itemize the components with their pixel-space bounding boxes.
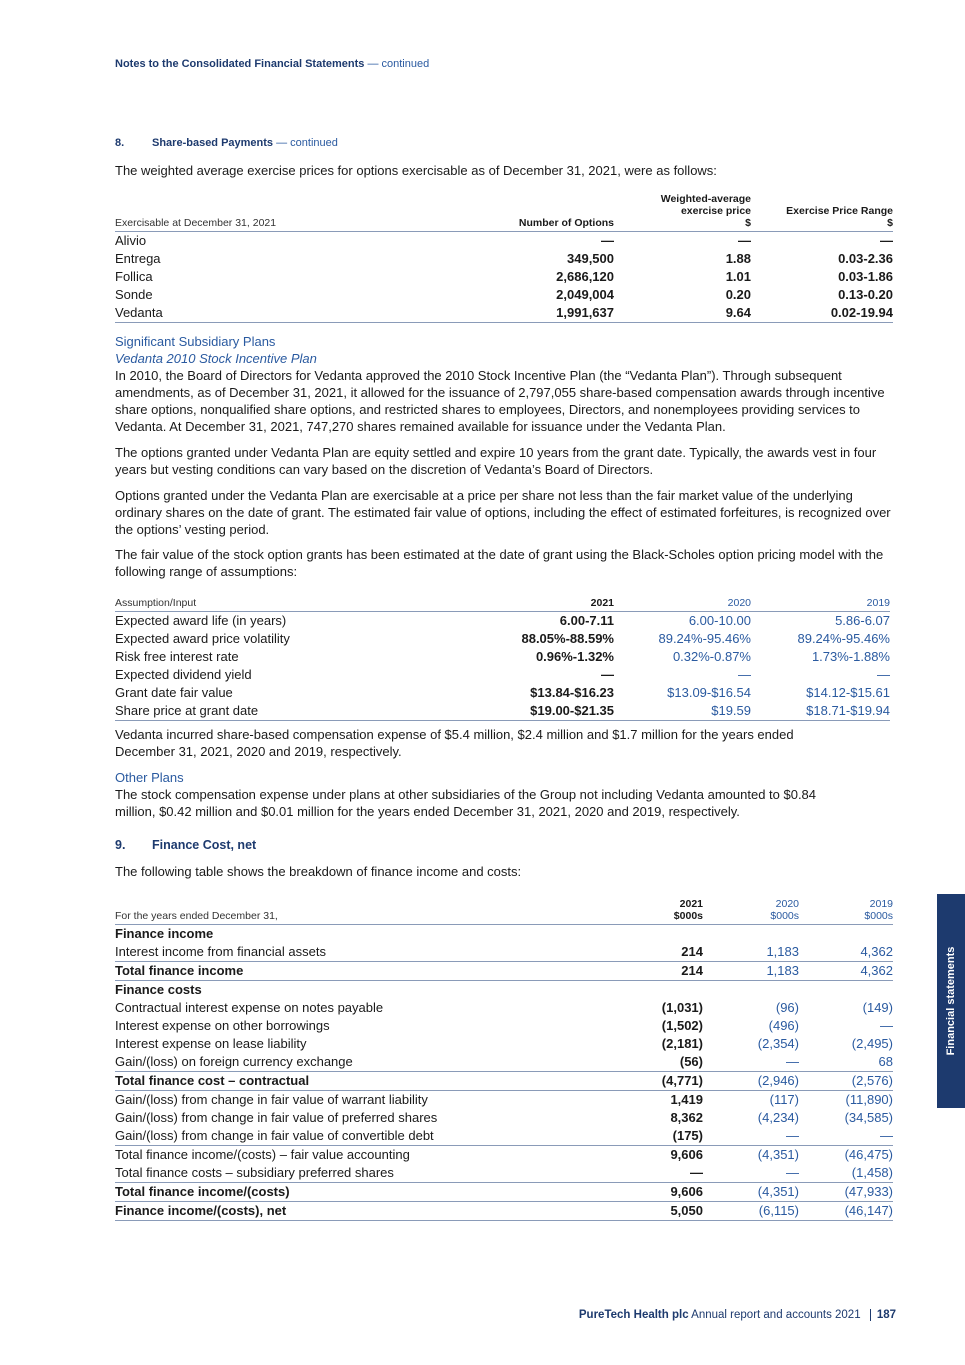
col-header — [614, 193, 751, 232]
paragraph: Options granted under the Vedanta Plan are exercisable at a price per share not less than the fair market value of the underlying ordinary shares on the date of grant. The estimated fair value of options, including the effect of estimated forfeitures, is recognized over the options’ vesting period. — [115, 488, 891, 537]
col-unit: $000s — [770, 910, 799, 922]
cell: Sonde — [115, 287, 153, 302]
table-row — [115, 702, 890, 721]
cell: 89.24%-95.46% — [658, 631, 751, 646]
cell: 9,606 — [585, 1183, 703, 1202]
cell: 5.86-6.07 — [835, 613, 890, 628]
cell: Gain/(loss) from change in fair value of convertible debt — [115, 1128, 434, 1143]
table-row — [115, 250, 893, 268]
cell: (47,933) — [799, 1183, 893, 1202]
table-row — [115, 684, 890, 702]
table-row — [115, 1202, 893, 1221]
cell: (2,576) — [799, 1072, 893, 1091]
col-header: 2021 — [385, 591, 614, 612]
section-8-heading — [115, 137, 338, 149]
cell: (2,354) — [757, 1036, 799, 1051]
cell: 4,362 — [799, 962, 893, 981]
cell: 1,183 — [766, 944, 799, 959]
col-header — [585, 898, 703, 925]
cell: Interest income from financial assets — [115, 944, 326, 959]
cell: (2,946) — [703, 1072, 799, 1091]
running-header — [115, 58, 429, 70]
page-number: 187 — [870, 1309, 896, 1321]
cell: — — [738, 233, 751, 248]
section-8-title: Share-based Payments — [152, 137, 274, 149]
col-year: 2020 — [775, 898, 799, 910]
cell: Entrega — [115, 251, 161, 266]
col-header-line: Weighted-average — [660, 193, 751, 205]
finance-cost-table — [115, 898, 893, 1221]
cell: Expected dividend yield — [115, 667, 252, 682]
subheading-significant-plans: Significant Subsidiary Plans — [115, 334, 276, 349]
cell: 349,500 — [567, 251, 614, 266]
cell: 1,991,637 — [385, 304, 614, 323]
cell: $13.84-$16.23 — [530, 685, 614, 700]
col-year: 2021 — [679, 898, 703, 910]
cell: (56) — [679, 1054, 703, 1069]
cell: Expected award life (in years) — [115, 613, 287, 628]
section-9-title: Finance Cost, net — [152, 838, 257, 852]
cell: (175) — [672, 1128, 703, 1143]
table-row — [115, 1072, 893, 1091]
col-header — [751, 193, 893, 232]
table-header-row — [115, 193, 893, 232]
cell: Total finance costs – subsidiary preferred shares — [115, 1165, 394, 1180]
col-header-line: $ — [745, 217, 751, 229]
cell: (4,351) — [703, 1146, 799, 1165]
cell: Gain/(loss) from change in fair value of warrant liability — [115, 1091, 585, 1110]
section-9-heading — [115, 838, 256, 852]
cell: 4,362 — [860, 944, 893, 959]
subheading-vedanta-plan: Vedanta 2010 Stock Incentive Plan — [115, 351, 317, 366]
col-header — [703, 898, 799, 925]
cell: (4,771) — [585, 1072, 703, 1091]
paragraph: The fair value of the stock option grants has been estimated at the date of grant using the Black-Scholes option pricing model with the following range of assumptions: — [115, 547, 884, 579]
table-row — [115, 999, 893, 1017]
table-row — [115, 962, 893, 981]
cell: 0.02-19.94 — [751, 304, 893, 323]
cell: (11,890) — [799, 1091, 893, 1110]
cell: Interest expense on other borrowings — [115, 1018, 330, 1033]
table-row — [115, 1127, 893, 1146]
cell: — — [690, 1165, 703, 1180]
cell: Alivio — [115, 233, 147, 248]
table-row — [115, 232, 893, 251]
page-footer — [579, 1309, 896, 1321]
table-row — [115, 1091, 893, 1110]
cell: 5,050 — [585, 1202, 703, 1221]
col-header: For the years ended December 31, — [115, 898, 585, 925]
table-row — [115, 1146, 893, 1165]
cell: 68 — [878, 1054, 893, 1069]
cell: 8,362 — [670, 1110, 703, 1125]
cell: (46,475) — [799, 1146, 893, 1165]
col-header: Exercisable at December 31, 2021 — [115, 193, 385, 232]
cell: 9.64 — [614, 304, 751, 323]
table-row — [115, 630, 890, 648]
cell: — — [601, 233, 614, 248]
cell — [799, 925, 893, 944]
cell: (4,351) — [703, 1183, 799, 1202]
cell: (1,502) — [661, 1018, 703, 1033]
col-header-line: Exercise Price Range — [786, 205, 893, 217]
table-header-row — [115, 591, 890, 612]
paragraph: The options granted under Vedanta Plan are equity settled and expire 10 years from the grant date. Typically, the awards vest in four years but vesting conditions can vary based on the discretion of Vedanta’s Board of Directors. — [115, 445, 877, 477]
col-header — [799, 898, 893, 925]
cell: Follica — [115, 269, 153, 284]
cell: Total finance income/(costs) — [115, 1183, 585, 1202]
cell: Vedanta — [115, 304, 385, 323]
col-header-line: exercise price — [680, 205, 751, 217]
cell: (1,031) — [661, 1000, 703, 1015]
cell: 214 — [681, 944, 703, 959]
cell: 6.00-7.11 — [559, 613, 614, 628]
assumptions-table — [115, 591, 890, 721]
cell: — — [738, 667, 751, 682]
cell: (2,181) — [661, 1036, 703, 1051]
cell: Gain/(loss) from change in fair value of preferred shares — [115, 1110, 438, 1125]
table-row — [115, 286, 893, 304]
cell: Total finance income — [115, 962, 585, 981]
subheading-other-plans: Other Plans — [115, 770, 184, 785]
table-row — [115, 666, 890, 684]
cell: $19.59 — [614, 702, 751, 721]
table-row — [115, 1109, 893, 1127]
cell: Total finance cost – contractual — [115, 1072, 585, 1091]
table-row — [115, 1017, 893, 1035]
col-year: 2019 — [869, 898, 893, 910]
col-header-line: $ — [887, 217, 893, 229]
table-header-row — [115, 898, 893, 925]
section-9-number: 9. — [115, 838, 126, 852]
cell — [585, 925, 703, 944]
cell: 0.03-1.86 — [838, 269, 893, 284]
cell: 1.73%-1.88% — [811, 649, 890, 664]
cell: 0.20 — [725, 287, 751, 302]
col-unit: $000s — [864, 910, 893, 922]
side-tab-label: Financial statements — [945, 946, 957, 1056]
table-row — [115, 612, 890, 631]
footer-report: Annual report and accounts 2021 — [691, 1309, 861, 1321]
financial-statements-tab[interactable] — [937, 894, 965, 1108]
cell: 1,419 — [585, 1091, 703, 1110]
cell: (496) — [768, 1018, 799, 1033]
col-header: 2020 — [614, 591, 751, 612]
cell: (4,234) — [757, 1110, 799, 1125]
cell: (117) — [703, 1091, 799, 1110]
cell: 2,049,004 — [556, 287, 614, 302]
paragraph: Vedanta incurred share-based compensation expense of $5.4 million, $2.4 million and $1.7 million for the years ended December 31, 2021, 2020 and 2019, respectively. — [115, 727, 794, 759]
cell — [703, 925, 799, 944]
section-8-suffix: — continued — [276, 137, 338, 149]
cell: — — [877, 667, 890, 682]
cell: 9,606 — [585, 1146, 703, 1165]
cell: (149) — [862, 1000, 893, 1015]
cell: (34,585) — [844, 1110, 893, 1125]
cell: 1,183 — [703, 962, 799, 981]
col-unit: $000s — [673, 910, 703, 922]
cell: — — [786, 1128, 799, 1143]
table-row — [115, 304, 893, 323]
cell: (1,458) — [851, 1165, 893, 1180]
table-row — [115, 1183, 893, 1202]
cell: Finance income — [115, 926, 214, 941]
cell: — — [786, 1054, 799, 1069]
running-suffix: — continued — [367, 58, 430, 70]
footer-company: PureTech Health plc — [578, 1309, 689, 1321]
cell: Interest expense on lease liability — [115, 1036, 307, 1051]
finance-intro: The following table shows the breakdown of finance income and costs: — [115, 864, 522, 879]
cell: $18.71-$19.94 — [751, 702, 890, 721]
cell: $14.12-$15.61 — [806, 685, 890, 700]
cell: 89.24%-95.46% — [797, 631, 890, 646]
cell: (96) — [775, 1000, 799, 1015]
cell: (6,115) — [703, 1202, 799, 1221]
cell: — — [786, 1165, 799, 1180]
cell: 1.01 — [725, 269, 751, 284]
cell: Risk free interest rate — [115, 649, 239, 664]
cell: 88.05%-88.59% — [521, 631, 614, 646]
cell: (46,147) — [799, 1202, 893, 1221]
cell: 0.32%-0.87% — [672, 649, 751, 664]
cell: 0.96%-1.32% — [535, 649, 614, 664]
cell: Share price at grant date — [115, 702, 385, 721]
cell: $13.09-$16.54 — [667, 685, 751, 700]
cell: $19.00-$21.35 — [385, 702, 614, 721]
cell: Total finance income/(costs) – fair value accounting — [115, 1146, 585, 1165]
cell: — — [880, 1018, 893, 1033]
cell: 214 — [585, 962, 703, 981]
table-row — [115, 981, 893, 1000]
cell: 0.13-0.20 — [838, 287, 893, 302]
col-header: Assumption/Input — [115, 591, 385, 612]
section-8-number: 8. — [115, 137, 125, 149]
col-header: 2019 — [751, 591, 890, 612]
cell: — — [880, 1128, 893, 1143]
cell: Finance costs — [115, 981, 585, 1000]
table-row — [115, 943, 893, 962]
cell: Expected award price volatility — [115, 631, 290, 646]
cell: Finance income/(costs), net — [115, 1202, 585, 1221]
cell — [799, 981, 893, 1000]
exercisable-intro: The weighted average exercise prices for options exercisable as of December 31, 2021, were as follows: — [115, 163, 717, 178]
table-row — [115, 1164, 893, 1183]
table-row — [115, 1053, 893, 1072]
cell: Contractual interest expense on notes payable — [115, 1000, 384, 1015]
running-title: Notes to the Consolidated Financial Statements — [115, 58, 365, 70]
cell: 0.03-2.36 — [838, 251, 893, 266]
table-row — [115, 268, 893, 286]
cell: — — [601, 667, 614, 682]
exercisable-options-table — [115, 193, 893, 323]
table-row — [115, 648, 890, 666]
table-row — [115, 1035, 893, 1053]
cell: 6.00-10.00 — [688, 613, 751, 628]
cell: Grant date fair value — [115, 685, 233, 700]
cell — [585, 981, 703, 1000]
cell: — — [880, 233, 893, 248]
cell: 1.88 — [725, 251, 751, 266]
cell: (2,495) — [851, 1036, 893, 1051]
table-row — [115, 925, 893, 944]
cell: Gain/(loss) on foreign currency exchange — [115, 1054, 353, 1069]
col-header: Number of Options — [385, 193, 614, 232]
paragraph: In 2010, the Board of Directors for Vedanta approved the 2010 Stock Incentive Plan (the “Vedanta Plan”). Through subsequent amendments, as of December 31, 2021, it allowed for the issuance of 2,797,055 share-based compensation awards through incentive share options, nonqualified share options, and restricted shares to employees, Directors, and nonemployees providing services to Vedanta. At December 31, 2021, 747,270 shares remained available for issuance under the Vedanta Plan. — [115, 368, 885, 434]
cell: 2,686,120 — [556, 269, 614, 284]
paragraph: The stock compensation expense under plans at other subsidiaries of the Group not including Vedanta amounted to $0.84 million, $0.42 million and $0.01 million for the years ended December 31, 2021, 2020 and 2019, respectively. — [115, 787, 817, 819]
cell — [703, 981, 799, 1000]
